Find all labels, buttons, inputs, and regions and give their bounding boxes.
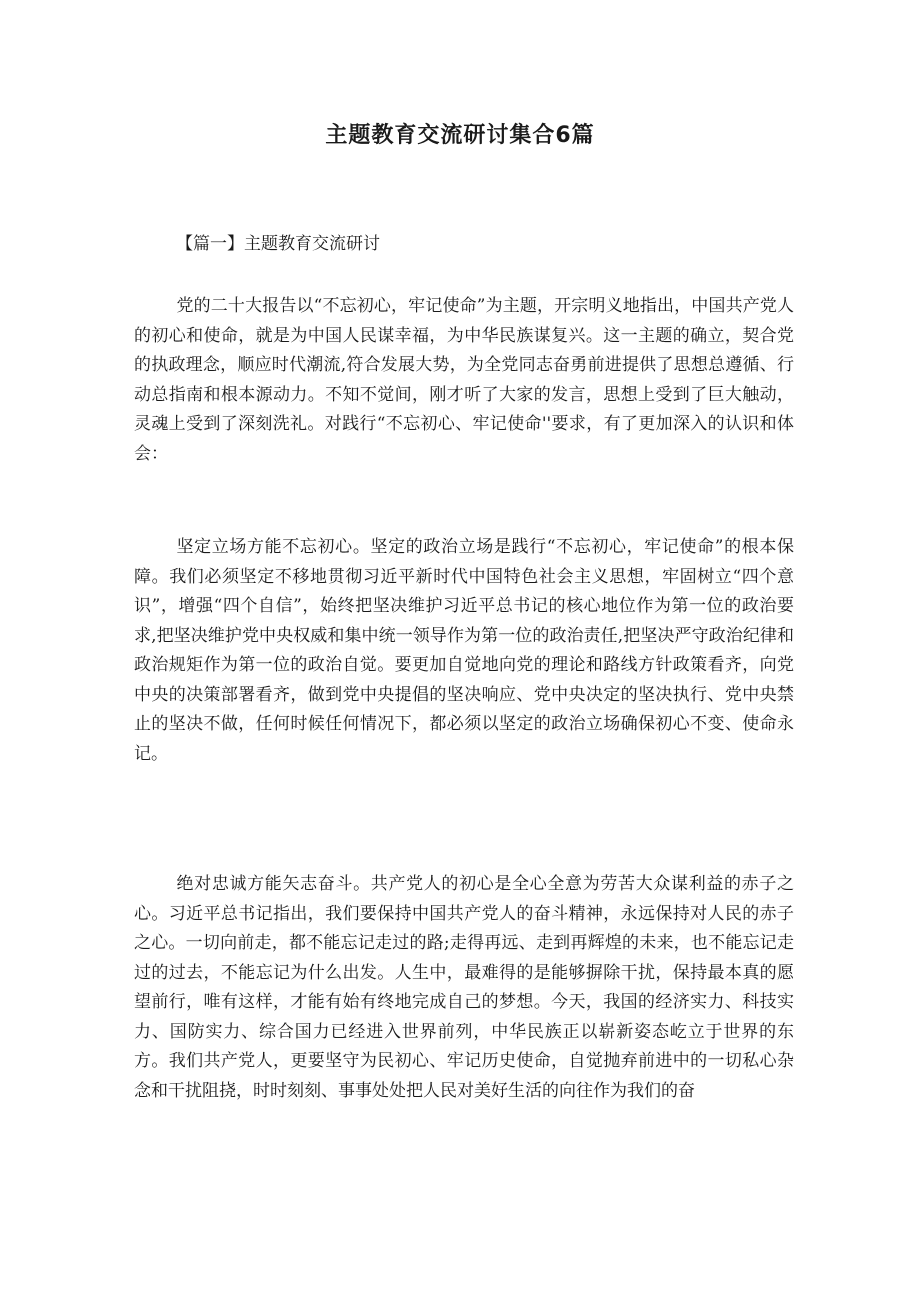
paragraph-2: 坚定立场方能不忘初心。坚定的政治立场是践行“不忘初心，牢记使命”的根本保障。我们必须坚定不移地贯彻习近平新时代中国特色社会主义思想，牢固树立“四个意识”，增强“四个自信”，始终把坚决维护习近平总书记的核心地位作为第一位的政治要求,把坚决维护党中央权威和集中统一领导作为第一位的政治责任,把坚决严守政治纪律和政治规矩作为第一位的政治自觉。要更加自觉地向党的理论和路线方针政策看齐，向党中央的决策部署看齐，做到党中央提倡的坚决响应、党中央决定的坚决执行、党中央禁止的坚决不做，任何时候任何情况下，都必须以坚定的政治立场确保初心不变、使命永记。 [134,537,794,764]
paragraph-3: 绝对忠诚方能矢志奋斗。共产党人的初心是全心全意为劳苦大众谋利益的赤子之心。习近平总书记指出，我们要保持中国共产党人的奋斗精神，永远保持对人民的赤子之心。一切向前走，都不能忘记走过的路;走得再远、走到再辉煌的未来，也不能忘记走过的过去，不能忘记为什么出发。人生中，最难得的是能够摒除干扰，保持最本真的愿望前行，唯有这样，才能有始有终地完成自己的梦想。今天，我国的经济实力、科技实力、国防实力、综合国力已经进入世界前列，中华民族正以崭新姿态屹立于世界的东方。我们共产党人，更要坚守为民初心、牢记历史使命，自觉抛弃前进中的一切私心杂念和干扰阻挠，时时刻刻、事事处处把人民对美好生活的向往作为我们的奋 [134,874,794,1101]
paragraph-1: 党的二十大报告以“不忘初心，牢记使命”为主题，开宗明义地指出，中国共产党人的初心和使命，就是为中国人民谋幸福，为中华民族谋复兴。这一主题的确立，契合党的执政理念，顺应时代潮流,符合发展大势，为全党同志奋勇前进提供了思想总遵循、行动总指南和根本源动力。不知不觉间，刚才听了大家的发言，思想上受到了巨大触动，灵魂上受到了深刻洗礼。对践行“不忘初心、牢记使命''要求，有了更加深入的认识和体会： [134,296,794,464]
section-heading: 【篇一】主题教育交流研讨 [176,234,380,254]
document-title: 主题教育交流研讨集合6篇 [325,123,595,148]
